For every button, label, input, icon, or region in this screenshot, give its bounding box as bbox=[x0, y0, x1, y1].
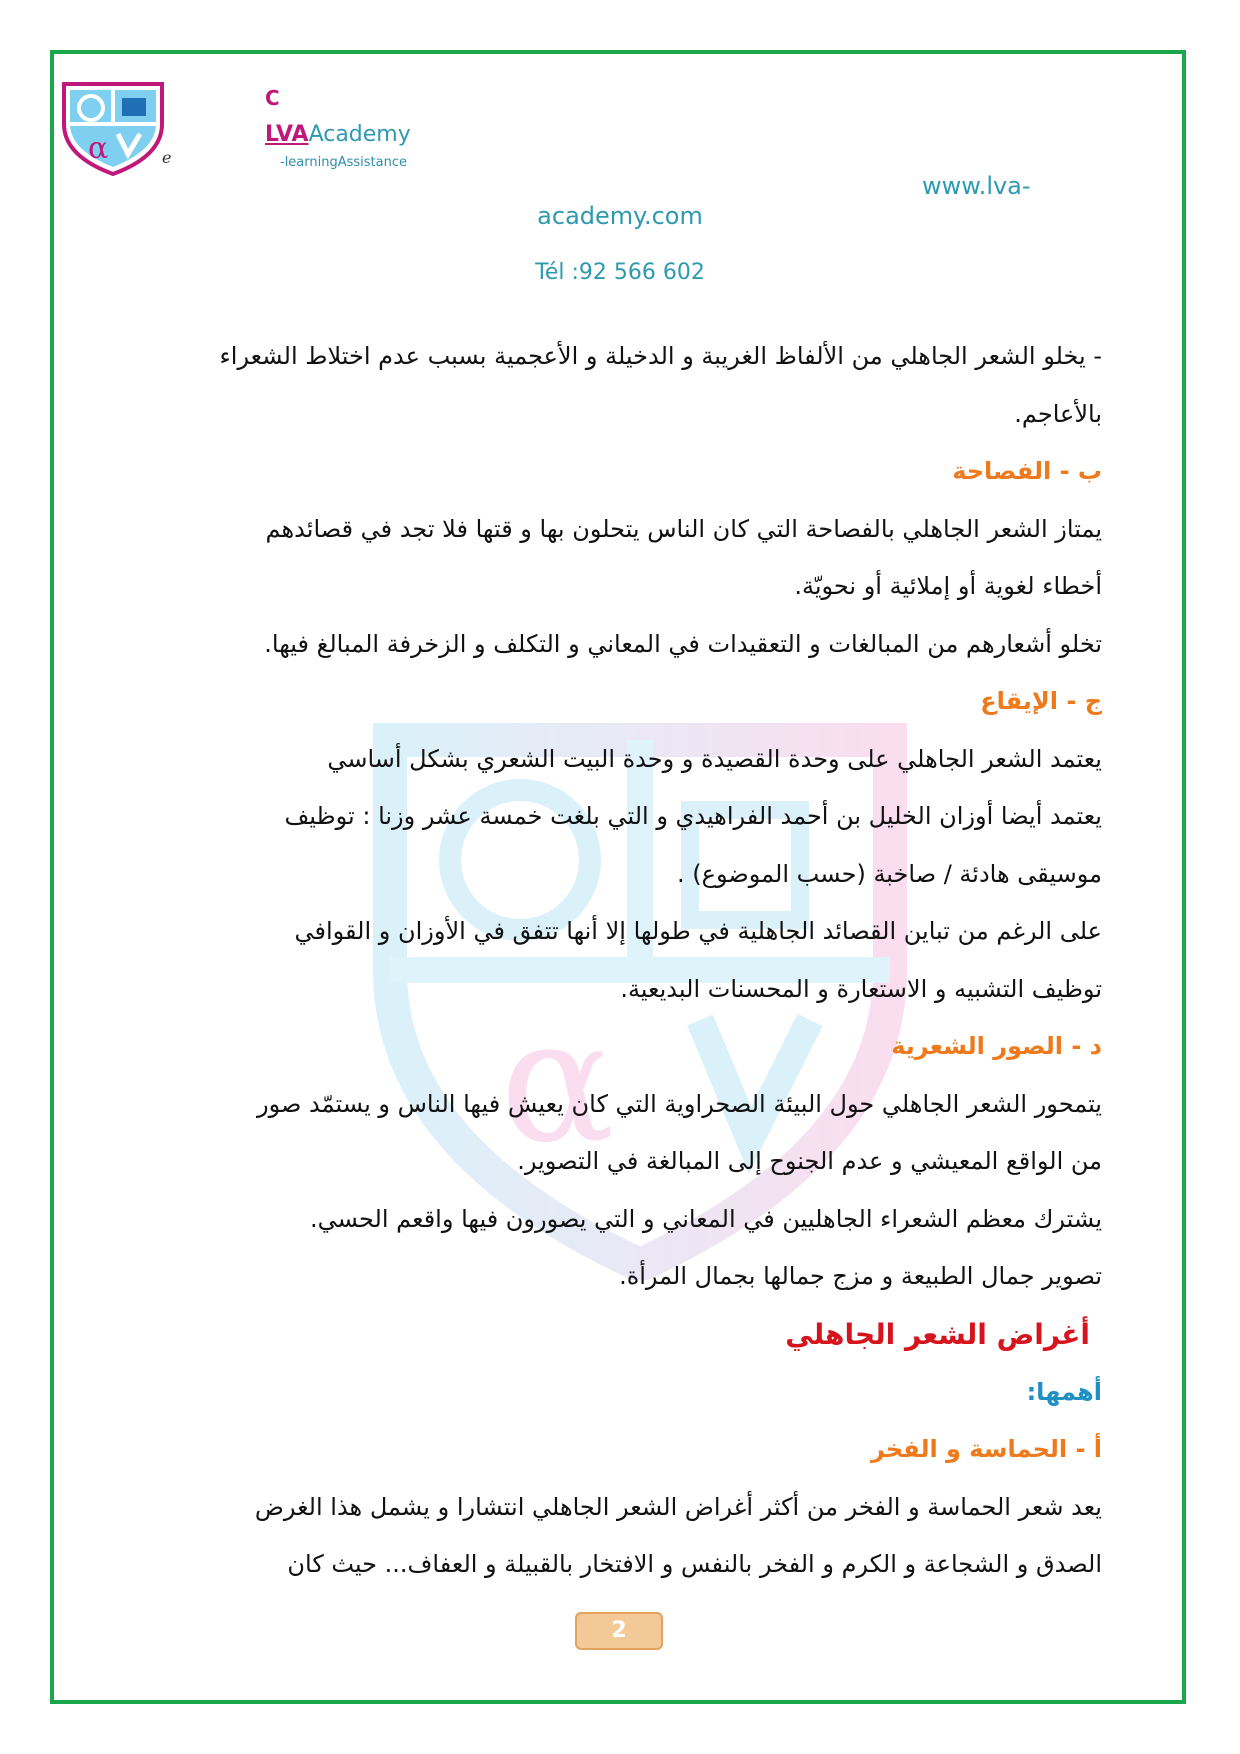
body-line: من الواقع المعيشي و عدم الجنوح إلى المبالغة في التصوير. bbox=[517, 1147, 1102, 1175]
svg-text:α: α bbox=[88, 131, 109, 166]
website-part-1: www.lva- bbox=[922, 172, 1031, 200]
section-heading: أ - الحماسة و الفخر bbox=[870, 1435, 1102, 1463]
body-line: تخلو أشعارهم من المبالغات و التعقيدات في المعاني و التكلف و الزخرفة المبالغ فيها. bbox=[264, 630, 1102, 658]
brand-academy: Academy bbox=[308, 122, 411, 147]
body-line: الصدق و الشجاعة و الكرم و الفخر بالنفس و الافتخار بالقبيلة و العفاف... حيث كان bbox=[287, 1550, 1102, 1578]
section-heading: ج - الإيقاع bbox=[980, 687, 1102, 715]
body-line: على الرغم من تباين القصائد الجاهلية في طولها إلا أنها تتفق في الأوزان و القوافي bbox=[294, 917, 1102, 945]
brand-letter: C bbox=[265, 86, 280, 110]
logo-e-mark: e bbox=[162, 148, 172, 167]
brand-tagline: -learningAssistance bbox=[280, 155, 407, 170]
body-line: توظيف التشبيه و الاستعارة و المحسنات البديعية. bbox=[620, 975, 1102, 1003]
body-line: يعتمد الشعر الجاهلي على وحدة القصيدة و وحدة البيت الشعري بشكل أساسي bbox=[327, 745, 1102, 773]
body-line: - يخلو الشعر الجاهلي من الألفاظ الغريبة و الدخيلة و الأعجمية بسبب عدم اختلاط الشعراء bbox=[219, 342, 1102, 370]
sub-heading: أهمها: bbox=[1026, 1378, 1102, 1406]
svg-text:α: α bbox=[500, 983, 615, 1181]
body-line: أخطاء لغوية أو إملائية أو نحويّة. bbox=[794, 572, 1102, 600]
brand-name bbox=[265, 122, 411, 147]
main-heading: أغراض الشعر الجاهلي bbox=[785, 1318, 1090, 1351]
body-line: بالأعاجم. bbox=[1014, 400, 1102, 428]
body-line: يتمحور الشعر الجاهلي حول البيئة الصحراوية التي كان يعيش فيها الناس و يستمّد صور bbox=[256, 1090, 1102, 1118]
section-heading: د - الصور الشعرية bbox=[891, 1032, 1102, 1060]
body-line: يشترك معظم الشعراء الجاهليين في المعاني و التي يصورون فيها واقعم الحسي. bbox=[310, 1205, 1102, 1233]
body-line: تصوير جمال الطبيعة و مزج جمالها بجمال المرأة. bbox=[619, 1262, 1102, 1290]
body-line: يعتمد أيضا أوزان الخليل بن أحمد الفراهيدي و التي بلغت خمسة عشر وزنا : توظيف bbox=[284, 802, 1102, 830]
section-heading: ب - الفصاحة bbox=[952, 457, 1102, 485]
academy-logo-icon bbox=[58, 78, 168, 178]
body-line: يعد شعر الحماسة و الفخر من أكثر أغراض الشعر الجاهلي انتشارا و يشمل هذا الغرض bbox=[254, 1493, 1102, 1521]
page-number: 2 bbox=[575, 1612, 663, 1650]
website-part-2: academy.com bbox=[537, 202, 703, 230]
body-line: موسيقى هادئة / صاخبة (حسب الموضوع) . bbox=[677, 860, 1102, 888]
brand-lva: LVA bbox=[265, 122, 309, 147]
body-line: يمتاز الشعر الجاهلي بالفصاحة التي كان الناس يتحلون بها و قتها فلا تجد في قصائدهم bbox=[265, 515, 1102, 543]
phone-number: Tél :92 566 602 bbox=[535, 260, 705, 285]
